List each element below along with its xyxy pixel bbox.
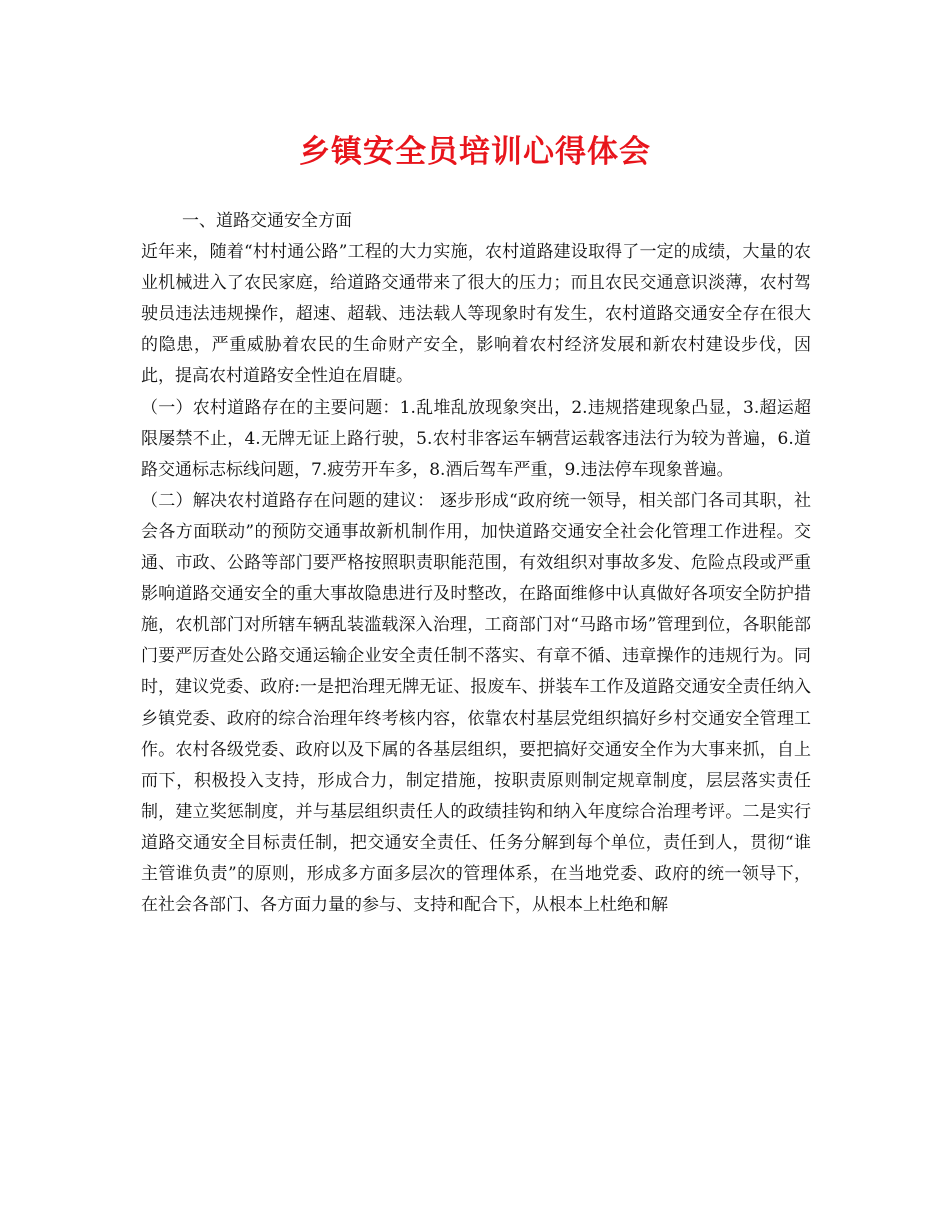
section-heading-road-safety: 一、道路交通安全方面 [182, 211, 352, 231]
paragraph-suggestions: （二）解决农村道路存在问题的建议： 逐步形成“政府统一领导，相关部门各司其职，社会各方面联动”的预防交通事故新机制作用，加快道路交通安全社会化管理工作进程。交通、市政、公路等部门要严格按照职责职能范围，有效组织对事故多发、危险点段或严重影响道路交通安全的重大事故隐患进行及时整改，在路面维修中认真做好各项安全防护措施，农机部门对所辖车辆乱装滥载深入治理，工商部门对“马路市场”管理到位，各职能部门要严厉查处公路交通运输企业安全责任制不落实、有章不循、违章操作的违规行为。同时，建议党委、政府:一是把治理无牌无证、报废车、拼装车工作及道路交通安全责任纳入乡镇党委、政府的综合治理年终考核内容，依靠农村基层党组织搞好乡村交通安全管理工作。农村各级党委、政府以及下属的各基层组织，要把搞好交通安全作为大事来抓，自上而下，积极投入支持，形成合力，制定措施，按职责原则制定规章制度，层层落实责任制，建立奖惩制度，并与基层组织责任人的政绩挂钩和纳入年度综合治理考评。二是实行道路交通安全目标责任制，把交通安全责任、任务分解到每个单位，责任到人，贯彻“谁主管谁负责”的原则，形成多方面多层次的管理体系，在当地党委、政府的统一领导下，在社会各部门、各方面力量的参与、支持和配合下，从根本上杜绝和解 [141, 490, 811, 916]
document-body [141, 206, 811, 921]
paragraph-main-problems: （一）农村道路存在的主要问题：1.乱堆乱放现象突出，2.违规搭建现象凸显，3.超运超限屡禁不止，4.无牌无证上路行驶，5.农村非客运车辆营运载客违法行为较为普遍，6.道路交通标志标线问题，7.疲劳开车多，8.酒后驾车严重，9.违法停车现象普遍。 [141, 397, 811, 480]
paragraph-intro: 近年来，随着“村村通公路”工程的大力实施，农村道路建设取得了一定的成绩，大量的农业机械进入了农民家庭，给道路交通带来了很大的压力；而且农民交通意识淡薄，农村驾驶员违法违规操作，超速、超载、违法载人等现象时有发生，农村道路交通安全存在很大的隐患，严重威胁着农民的生命财产安全，影响着农村经济发展和新农村建设步伐，因此，提高农村道路安全性迫在眉睫。 [141, 242, 811, 387]
page-title: 乡镇安全员培训心得体会 [299, 134, 651, 170]
